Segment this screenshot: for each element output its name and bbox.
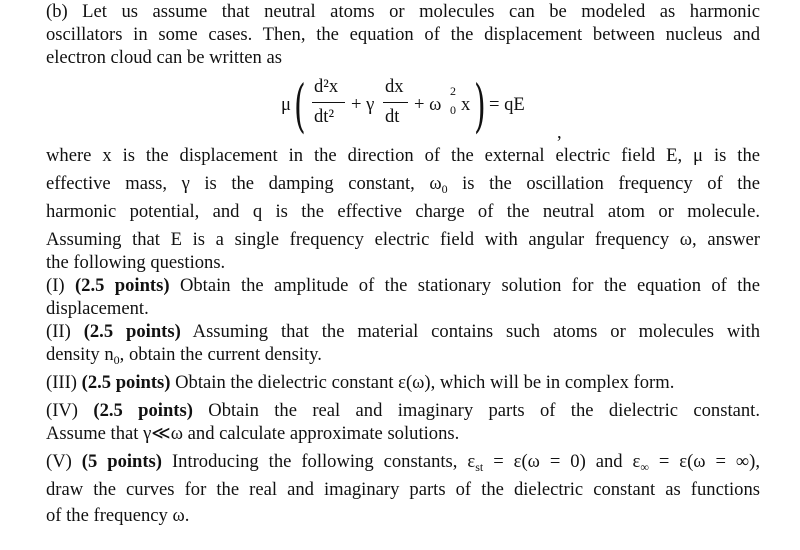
question-2-points: (2.5 points) (83, 321, 181, 342)
question-4-label: (IV) (46, 400, 79, 421)
paragraph-line-3: electron cloud can be written as (46, 47, 282, 68)
question-4-points: (2.5 points) (93, 400, 193, 421)
eq-denominator-1: dt² (314, 106, 335, 127)
eq-fraction-bar-2 (383, 102, 408, 103)
eq-numerator-1: d²x (314, 76, 339, 97)
eq-numerator-2: dx (385, 76, 404, 97)
eq-omega-sub: 0 (450, 103, 456, 117)
eq-plus-gamma: + γ (351, 94, 375, 115)
question-3-label: (III) (46, 372, 77, 393)
question-4 (46, 400, 760, 422)
question-5-label: (V) (46, 451, 72, 472)
eq-omega-sup: 2 (450, 84, 456, 98)
question-2-continued: density $n_0$, obtain the current density. (46, 344, 322, 367)
eq-rhs: = qE (489, 94, 525, 115)
eq-x: x (461, 94, 471, 115)
question-3-text: Obtain the dielectric constant ε(ω), which will be in complex form. (170, 372, 675, 393)
paragraph-line-2: oscillators in some cases. Then, the equation of the displacement between nucleus and (46, 24, 760, 45)
question-5-continued-1: draw the curves for the real and imaginary parts of the dielectric constant as functions (46, 479, 760, 500)
paragraph-line-4: where x is the displacement in the direction of the external electric field E, μ is the (46, 145, 760, 166)
question-2-text: Assuming that the material contains such atoms or molecules with (180, 321, 760, 342)
paragraph-line-7: Assuming that E is a single frequency electric field with angular frequency ω, answer (46, 229, 760, 250)
eq-plus-omega: + ω (414, 94, 442, 115)
question-2 (46, 321, 760, 343)
eq-right-paren: ) (474, 74, 486, 141)
displacement-equation (281, 70, 601, 143)
question-5: (V) (5 points) Introducing the following constants, $\varepsilon_{st} = \varepsilon(\omega = 0)$ and $\varepsilon_\infty = \varepsilon(\omega$ = ∞), (46, 451, 761, 474)
paragraph-line-6: harmonic potential, and q is the effective charge of the neutral atom or molecule. (46, 201, 760, 222)
eq-denominator-2: dt (385, 106, 400, 127)
paragraph-line-8: the following questions. (46, 252, 226, 273)
eq-left-paren: ( (294, 74, 306, 141)
eq-fraction-bar-1 (312, 102, 345, 103)
question-5-continued-2: of the frequency ω. (46, 505, 190, 526)
question-1 (46, 275, 760, 297)
paragraph-line-1: (b) Let us assume that neutral atoms or molecules can be modeled as harmonic (46, 1, 760, 22)
question-5-points: (5 points) (81, 451, 162, 472)
question-4-text: Obtain the real and imaginary parts of the dielectric constant. (192, 400, 760, 421)
question-1-label: (I) (46, 275, 65, 296)
question-2-label: (II) (46, 321, 71, 342)
question-4-continued: Assume that γ≪ω and calculate approximate solutions. (46, 423, 460, 444)
question-3 (46, 372, 760, 394)
eq-mu: μ (281, 94, 291, 115)
question-3-points: (2.5 points) (81, 372, 171, 393)
question-1-continued: displacement. (46, 298, 149, 319)
question-1-text: Obtain the amplitude of the stationary solution for the equation of the (169, 275, 760, 296)
question-1-points: (2.5 points) (74, 275, 170, 296)
eq-comma: , (557, 122, 562, 143)
paragraph-line-5: effective mass, γ is the damping constant, $\omega_0$ is the oscillation frequency of the (46, 173, 760, 196)
